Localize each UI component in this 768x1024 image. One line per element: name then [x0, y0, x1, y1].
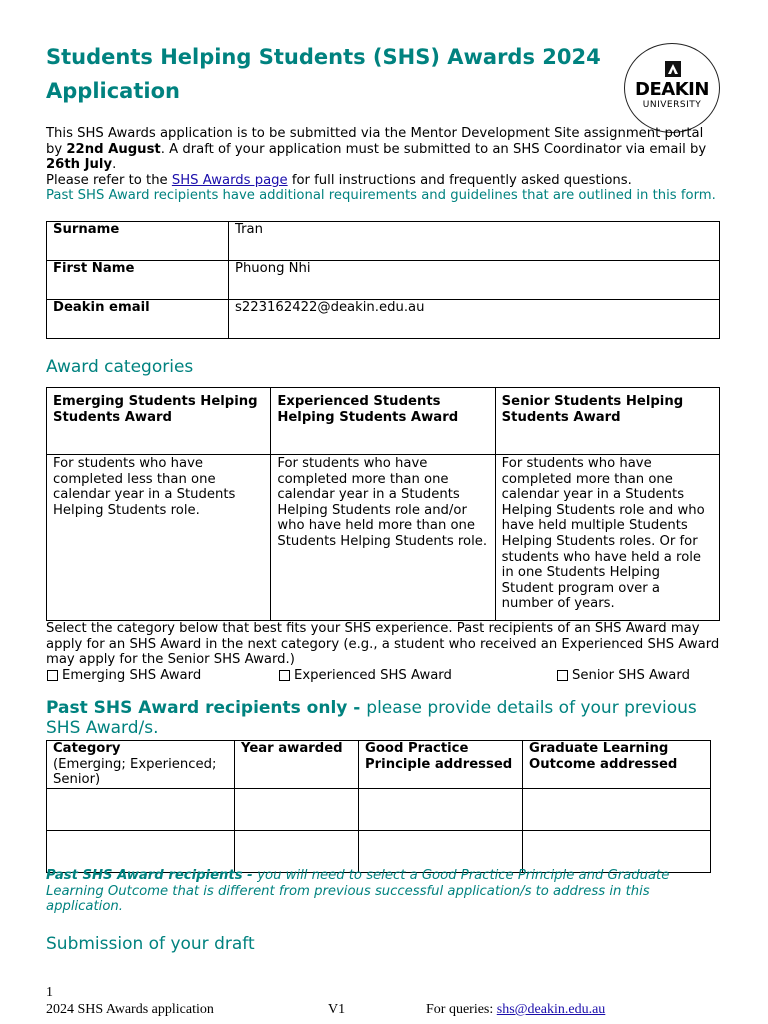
footer-version: V1: [328, 1002, 346, 1017]
experienced-award-checkbox[interactable]: [279, 668, 452, 684]
first-name-label: First Name: [47, 261, 229, 300]
award-categories-heading: Award categories: [46, 357, 194, 377]
page-number: 1: [46, 985, 53, 1000]
col-year-awarded: Year awarded: [235, 741, 359, 789]
past-principle-cell[interactable]: [359, 830, 523, 872]
submission-heading: Submission of your draft: [46, 934, 255, 954]
table-row: [47, 388, 720, 455]
note-rest: you will need to select a Good Practice Principle and Graduate Learning Outcome that is different from previous successful application/s to address in this application.: [46, 868, 670, 915]
checkbox-label: Senior SHS Award: [572, 668, 690, 683]
category-header-senior: Senior Students Helping Students Award: [495, 388, 719, 455]
checkbox-icon[interactable]: [557, 670, 568, 681]
past-principle-cell[interactable]: [359, 788, 523, 830]
table-row: [47, 222, 720, 261]
past-category-cell[interactable]: [47, 830, 235, 872]
category-desc-senior: For students who have completed more than one calendar year in a Students Helping Students role and who have held multiple Students Helping Students roles. Or for students who have held a role in one Students Helping Student program over a number of years.: [495, 455, 719, 621]
col-category: [47, 741, 235, 789]
past-recipients-guideline: [46, 868, 722, 915]
footer-queries-label: For queries:: [426, 1002, 497, 1017]
intro-refer-text: [46, 173, 718, 189]
surname-label: Surname: [47, 222, 229, 261]
email-label: Deakin email: [47, 300, 229, 339]
intro-text: .: [112, 157, 117, 173]
past-year-cell[interactable]: [235, 788, 359, 830]
intro-text: . A draft of your application must be submitted to an SHS Coordinator via email by: [160, 141, 707, 157]
page-footer: [46, 984, 726, 1018]
checkbox-icon[interactable]: [279, 670, 290, 681]
note-bold: Past SHS Award recipients -: [46, 868, 258, 883]
intro-section: [46, 126, 718, 204]
emerging-award-checkbox[interactable]: [47, 668, 201, 684]
col-good-practice: Good Practice Principle addressed: [359, 741, 523, 789]
table-row: [47, 741, 711, 789]
table-row: [47, 300, 720, 339]
category-desc-emerging: For students who have completed less than one calendar year in a Students Helping Students role.: [47, 455, 271, 621]
past-year-cell[interactable]: [235, 830, 359, 872]
table-row: [47, 455, 720, 621]
category-desc-experienced: For students who have completed more than one calendar year in a Students Helping Students role and/or who have held more than one Students Helping Students role.: [271, 455, 495, 621]
table-row: [47, 261, 720, 300]
past-outcome-cell[interactable]: [523, 830, 711, 872]
col-category-title: Category: [53, 741, 121, 756]
deakin-emblem-icon: [665, 61, 681, 77]
col-category-sub: (Emerging; Experienced; Senior): [53, 756, 217, 788]
checkbox-icon[interactable]: [47, 670, 58, 681]
category-header-experienced: Experienced Students Helping Students Award: [271, 388, 495, 455]
selection-text: Select the category below that best fits your SHS experience. Past recipients of an SHS Award may apply for an SHS Award in the next category (e.g., a student who received an Experienced SHS Award may apply for the Senior SHS Award.): [46, 621, 720, 668]
category-header-emerging: Emerging Students Helping Students Award: [47, 388, 271, 455]
logo-subtitle: UNIVERSITY: [642, 100, 702, 110]
intro-text: for full instructions and frequently asked questions.: [287, 172, 632, 188]
senior-award-checkbox[interactable]: [557, 668, 690, 684]
award-categories-table: [46, 387, 720, 621]
surname-field[interactable]: Tran: [229, 222, 720, 261]
checkbox-label: Emerging SHS Award: [62, 668, 202, 683]
past-category-cell[interactable]: [47, 788, 235, 830]
shs-awards-page-link[interactable]: SHS Awards page: [171, 172, 288, 188]
footer-email-link[interactable]: shs@deakin.edu.au: [496, 1002, 606, 1017]
col-graduate-outcome: Graduate Learning Outcome addressed: [523, 741, 711, 789]
table-row: [47, 788, 711, 830]
past-outcome-cell[interactable]: [523, 788, 711, 830]
intro-text: This SHS Awards application is to be submitted via the Mentor Development Site assignment portal by: [46, 126, 704, 157]
past-heading-bold: Past SHS Award recipients only -: [46, 698, 367, 718]
logo-name: DEAKIN: [635, 79, 709, 100]
table-row: [47, 830, 711, 872]
past-awards-table: [46, 740, 711, 873]
first-name-field[interactable]: Phuong Nhi: [229, 261, 720, 300]
draft-due-date: 26th July: [46, 157, 113, 173]
past-recipients-heading: [46, 698, 720, 738]
intro-submission-text: [46, 126, 718, 173]
email-field[interactable]: s223162422@deakin.edu.au: [229, 300, 720, 339]
intro-text: Please refer to the: [46, 172, 172, 188]
past-recipients-note: Past SHS Award recipients have additional requirements and guidelines that are outlined in this form.: [46, 188, 716, 204]
category-selection-instructions: [46, 621, 722, 668]
applicant-details-table: [46, 221, 720, 339]
due-date: 22nd August: [66, 141, 161, 157]
checkbox-label: Experienced SHS Award: [294, 668, 452, 683]
footer-doc-name: 2024 SHS Awards application: [46, 1002, 214, 1017]
page-title: Students Helping Students (SHS) Awards 2024 Application: [46, 45, 601, 103]
past-heading-rest: please provide details of your previous SHS Award/s.: [46, 698, 697, 738]
deakin-logo: [624, 43, 720, 133]
